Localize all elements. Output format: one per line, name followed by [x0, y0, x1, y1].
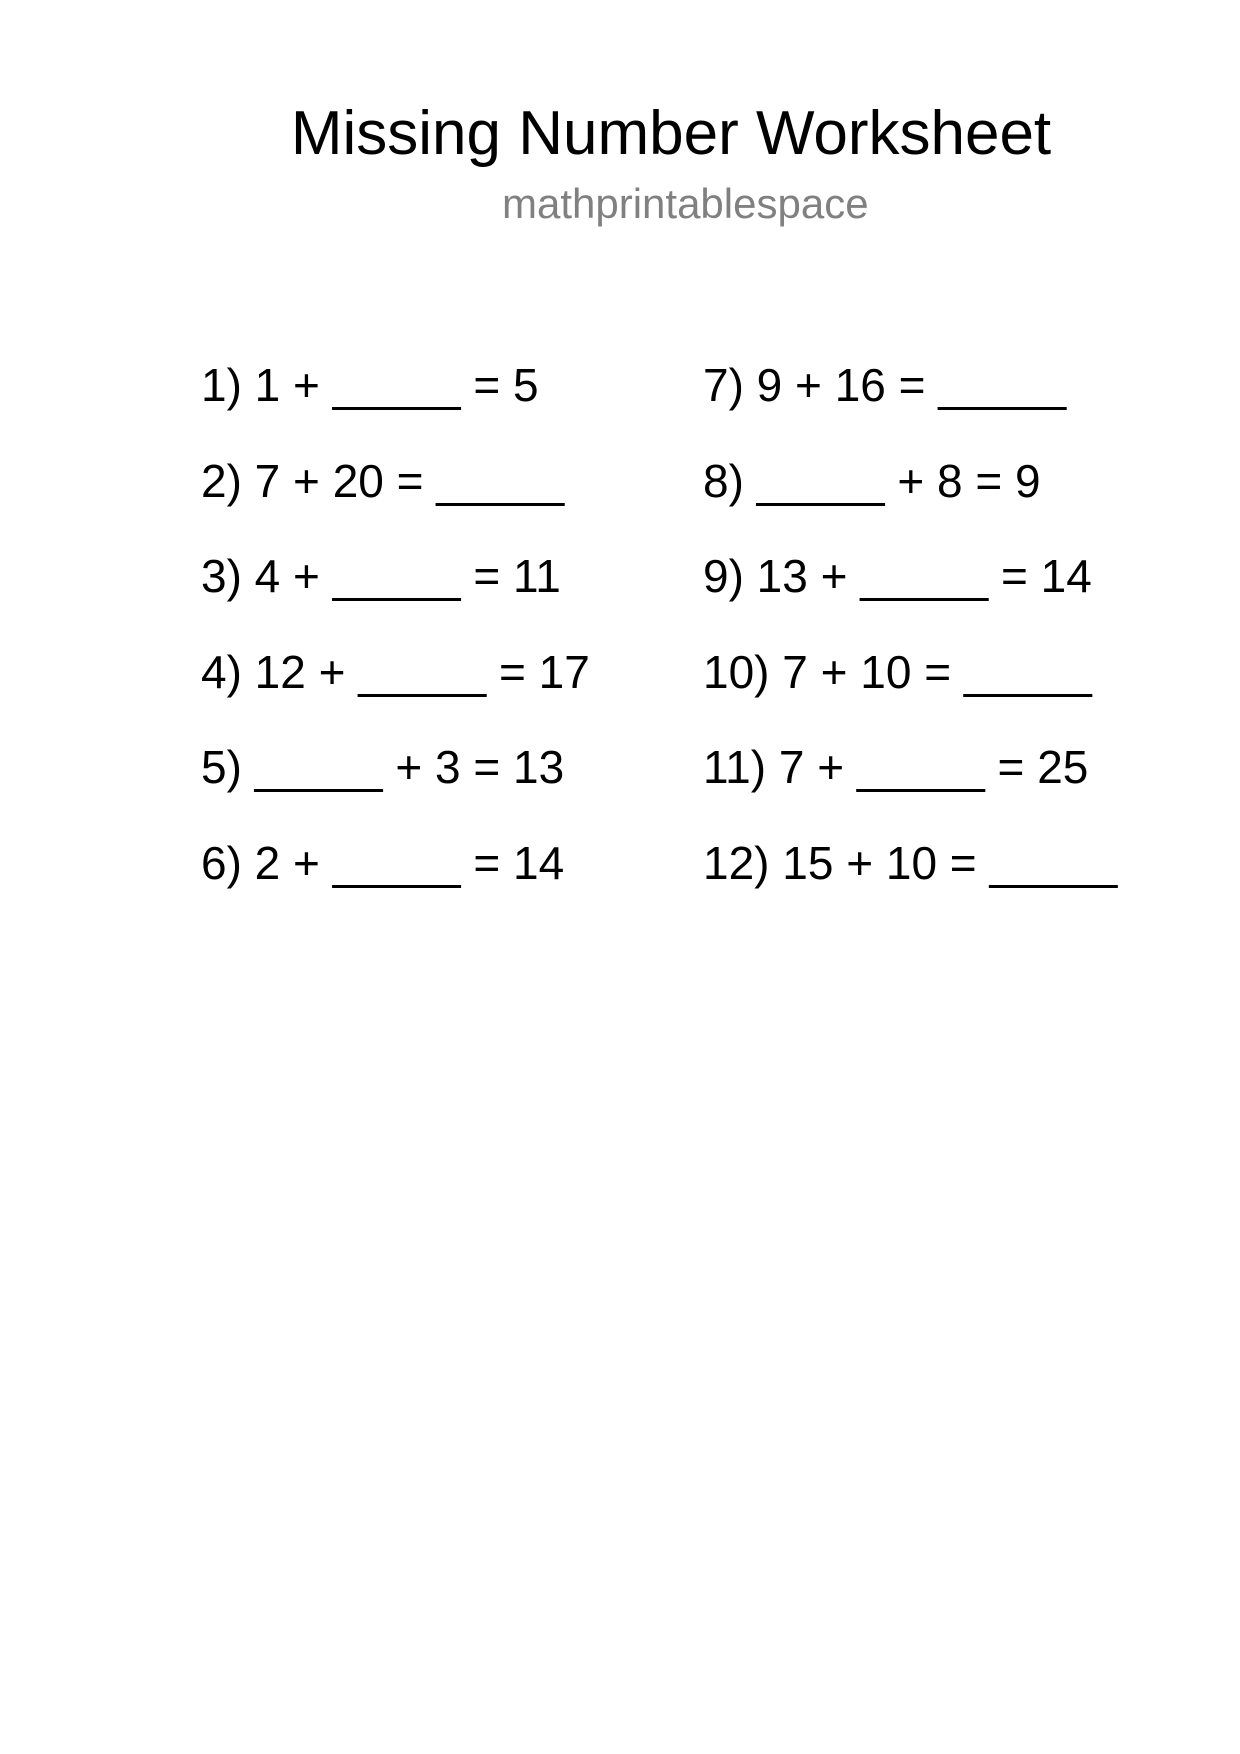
problem-2: 2) 7 + 20 = _____ — [201, 454, 565, 507]
problem-3: 3) 4 + _____ = 11 — [201, 550, 561, 602]
problem-5: 5) _____ + 3 = 13 — [201, 741, 565, 793]
problem-10: 10) 7 + 10 = _____ — [703, 645, 1092, 698]
problem-12: 12) 15 + 10 = _____ — [703, 836, 1118, 889]
worksheet-source: mathprintablespace — [502, 180, 869, 227]
problem-4: 4) 12 + _____ = 17 — [201, 645, 590, 698]
problem-9: 9) 13 + _____ = 14 — [703, 550, 1092, 602]
worksheet-title: Missing Number Worksheet — [290, 99, 1052, 168]
problem-1: 1) 1 + _____ = 5 — [201, 359, 539, 411]
problem-11: 11) 7 + _____ = 25 — [703, 741, 1089, 793]
problem-7: 7) 9 + 16 = _____ — [703, 359, 1067, 411]
problem-8: 8) _____ + 8 = 9 — [703, 454, 1041, 507]
problem-6: 6) 2 + _____ = 14 — [201, 836, 565, 889]
